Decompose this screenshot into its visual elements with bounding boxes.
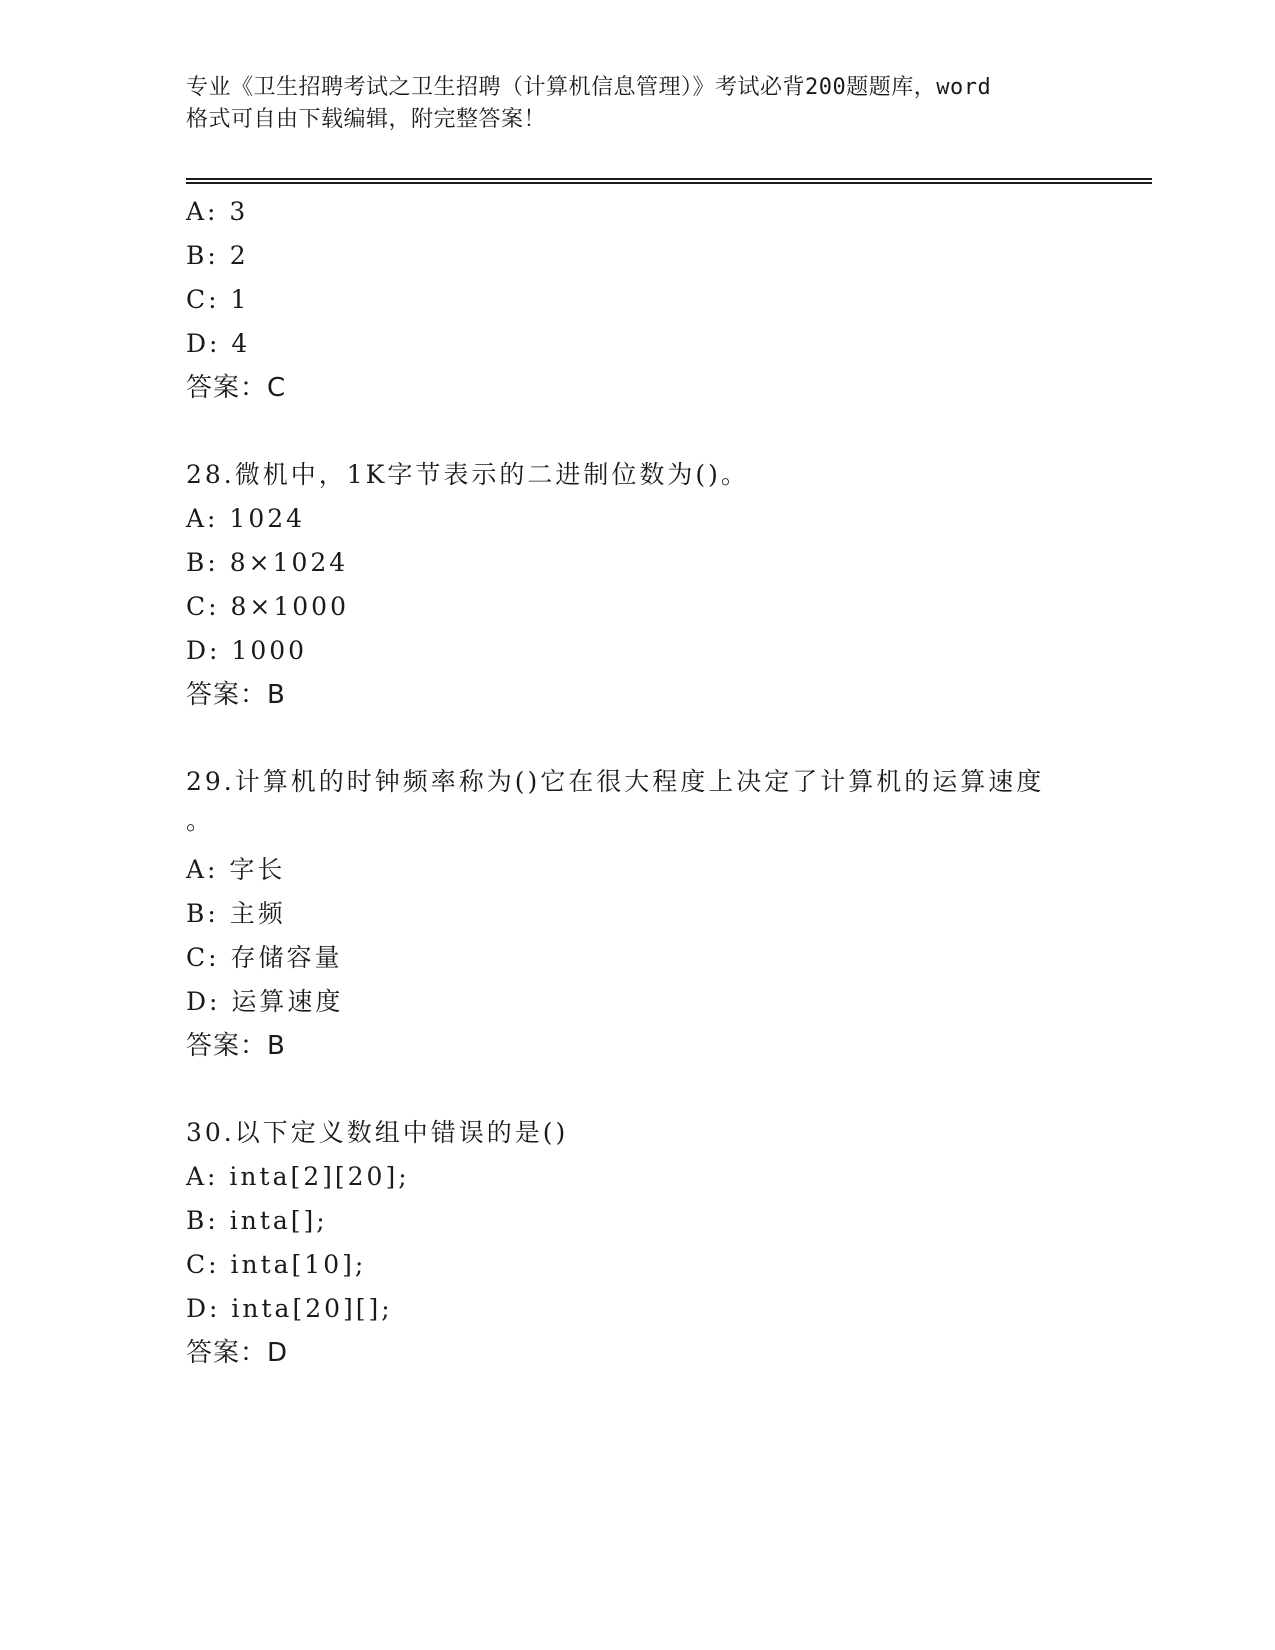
q27-option-a: A: 3 bbox=[186, 197, 249, 226]
q29-option-a: A: 字长 bbox=[186, 855, 286, 884]
q30-option-d: D: inta[20][]; bbox=[186, 1294, 393, 1323]
q28-option-c: C: 8×1000 bbox=[186, 592, 349, 621]
q28-answer: 答案：B bbox=[186, 680, 286, 710]
q28-option-a: A: 1024 bbox=[186, 504, 306, 533]
q30-option-b: B: inta[]; bbox=[186, 1206, 328, 1235]
q27-option-d: D: 4 bbox=[186, 329, 251, 358]
header-line-1: 专业《卫生招聘考试之卫生招聘（计算机信息管理）》考试必背200题题库，word bbox=[186, 75, 992, 100]
header-line-2: 格式可自由下载编辑，附完整答案！ bbox=[186, 107, 547, 132]
q27-option-c: C: 1 bbox=[186, 285, 250, 314]
q29-stem-continuation: 。 bbox=[186, 806, 215, 835]
q28-option-b: B: 8×1024 bbox=[186, 548, 349, 577]
q29-answer: 答案：B bbox=[186, 1031, 286, 1061]
q27-answer: 答案：C bbox=[186, 373, 287, 403]
q30-stem: 30.以下定义数组中错误的是() bbox=[186, 1118, 569, 1147]
q28-stem: 28.微机中，1K字节表示的二进制位数为()。 bbox=[186, 460, 749, 489]
header-divider-bottom bbox=[186, 182, 1152, 184]
q30-answer: 答案：D bbox=[186, 1338, 289, 1368]
q29-option-d: D: 运算速度 bbox=[186, 987, 344, 1016]
q29-option-b: B: 主频 bbox=[186, 899, 286, 928]
q29-stem: 29.计算机的时钟频率称为()它在很大程度上决定了计算机的运算速度 bbox=[186, 767, 1045, 796]
q28-option-d: D: 1000 bbox=[186, 636, 308, 665]
q29-option-c: C: 存储容量 bbox=[186, 943, 343, 972]
q27-option-b: B: 2 bbox=[186, 241, 249, 270]
document-header bbox=[186, 72, 1086, 136]
header-divider-top bbox=[186, 178, 1152, 180]
q30-option-a: A: inta[2][20]; bbox=[186, 1162, 410, 1191]
q30-option-c: C: inta[10]; bbox=[186, 1250, 367, 1279]
